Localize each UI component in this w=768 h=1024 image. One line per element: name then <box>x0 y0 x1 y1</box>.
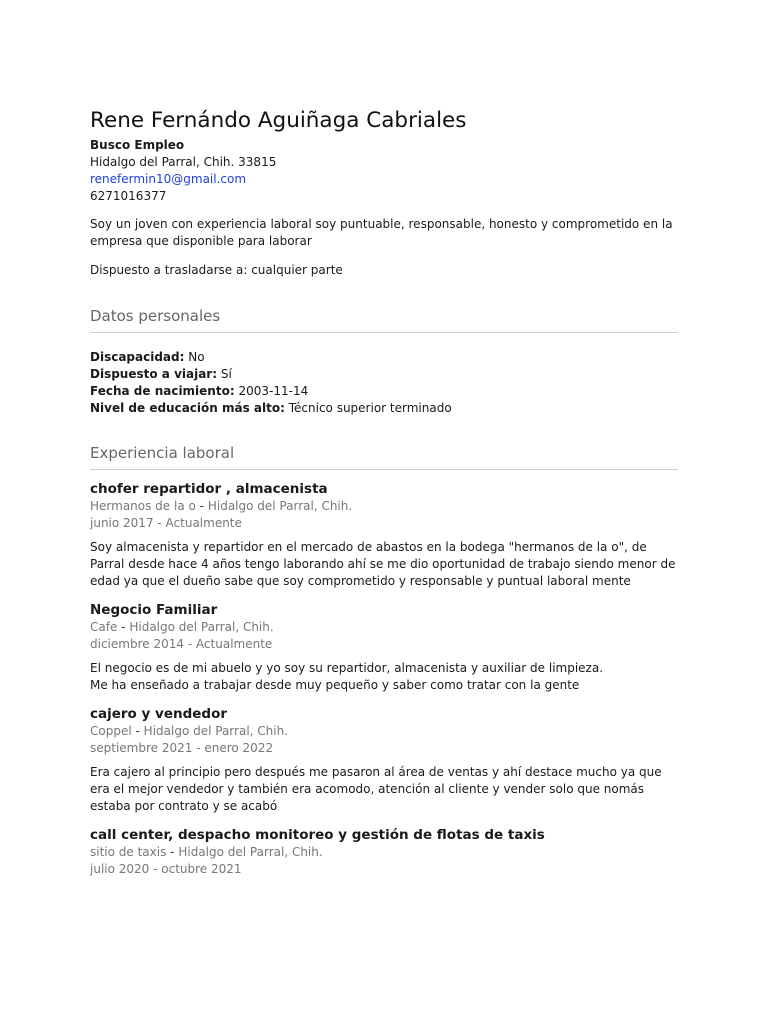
candidate-name: Rene Fernándo Aguiñaga Cabriales <box>90 108 467 133</box>
detail-value: No <box>188 350 205 364</box>
detail-label: Discapacidad: <box>90 350 185 364</box>
job-title: cajero y vendedor <box>90 706 228 722</box>
email-link[interactable]: renefermin10@gmail.com <box>90 172 247 186</box>
detail-label: Dispuesto a viajar: <box>90 367 218 381</box>
detail-label: Nivel de educación más alto: <box>90 401 285 415</box>
job-dates: diciembre 2014 - Actualmente <box>90 637 273 651</box>
job-location: Hidalgo del Parral, Chih. <box>207 499 353 513</box>
job-company-line <box>90 723 678 740</box>
job-entry <box>90 706 678 815</box>
job-dates: septiembre 2021 - enero 2022 <box>90 741 274 755</box>
detail-value: Sí <box>220 367 232 381</box>
job-company-line <box>90 619 678 636</box>
separator: - <box>121 620 126 634</box>
job-title: call center, despacho monitoreo y gestión de flotas de taxis <box>90 827 545 843</box>
detail-row <box>90 349 678 366</box>
detail-row <box>90 366 678 383</box>
detail-row <box>90 400 678 417</box>
job-location: Hidalgo del Parral, Chih. <box>143 724 289 738</box>
job-description: Era cajero al principio pero después me pasaron al área de ventas y ahí destace mucho ya que era el mejor vendedor y también era acomodo, atención al cliente y vender solo que nomás estaba por contrato y se acabó <box>90 765 662 813</box>
job-entry <box>90 602 678 694</box>
location: Hidalgo del Parral, Chih. 33815 <box>90 155 277 169</box>
experience-list <box>90 481 678 878</box>
job-company: Coppel <box>90 724 132 738</box>
job-title: Negocio Familiar <box>90 602 218 618</box>
phone: 6271016377 <box>90 189 167 203</box>
section-title-experience: Experiencia laboral <box>90 443 678 470</box>
separator: - <box>199 499 205 513</box>
job-entry <box>90 481 678 590</box>
headline: Busco Empleo <box>90 138 185 152</box>
summary-text: Soy un joven con experiencia laboral soy puntuable, responsable, honesto y comprometido en la empresa que disponible para laborar <box>90 217 673 248</box>
job-location: Hidalgo del Parral, Chih. <box>129 620 274 634</box>
job-company-line <box>90 844 678 861</box>
job-company: sitio de taxis <box>90 845 167 859</box>
job-description: Soy almacenista y repartidor en el mercado de abastos en la bodega "hermanos de la o", de Parral desde hace 4 años tengo laborando ahí se me dio oportunidad de trabajo siendo menor de edad ya que el dueño sabe que soy comprometido y responsable y puntual laboral mente <box>90 540 676 588</box>
detail-label: Fecha de nacimiento: <box>90 384 235 398</box>
separator: - <box>170 845 175 859</box>
detail-value: 2003-11-14 <box>238 384 309 398</box>
section-title-personal: Datos personales <box>90 306 678 333</box>
job-description: El negocio es de mi abuelo y yo soy su repartidor, almacenista y auxiliar de limpieza. Me ha enseñado a trabajar desde muy pequeño y saber como tratar con la gente <box>90 661 604 692</box>
job-entry <box>90 827 678 878</box>
separator: - <box>135 724 140 738</box>
job-location: Hidalgo del Parral, Chih. <box>178 845 323 859</box>
job-company: Hermanos de la o <box>90 499 196 513</box>
detail-value: Técnico superior terminado <box>288 401 452 415</box>
job-company-line <box>90 498 678 515</box>
personal-details <box>90 349 678 417</box>
job-company: Cafe <box>90 620 118 634</box>
job-title: chofer repartidor , almacenista <box>90 481 328 497</box>
relocate-text: Dispuesto a trasladarse a: cualquier parte <box>90 263 343 277</box>
job-dates: junio 2017 - Actualmente <box>90 516 242 530</box>
detail-row <box>90 383 678 400</box>
job-dates: julio 2020 - octubre 2021 <box>90 862 242 876</box>
